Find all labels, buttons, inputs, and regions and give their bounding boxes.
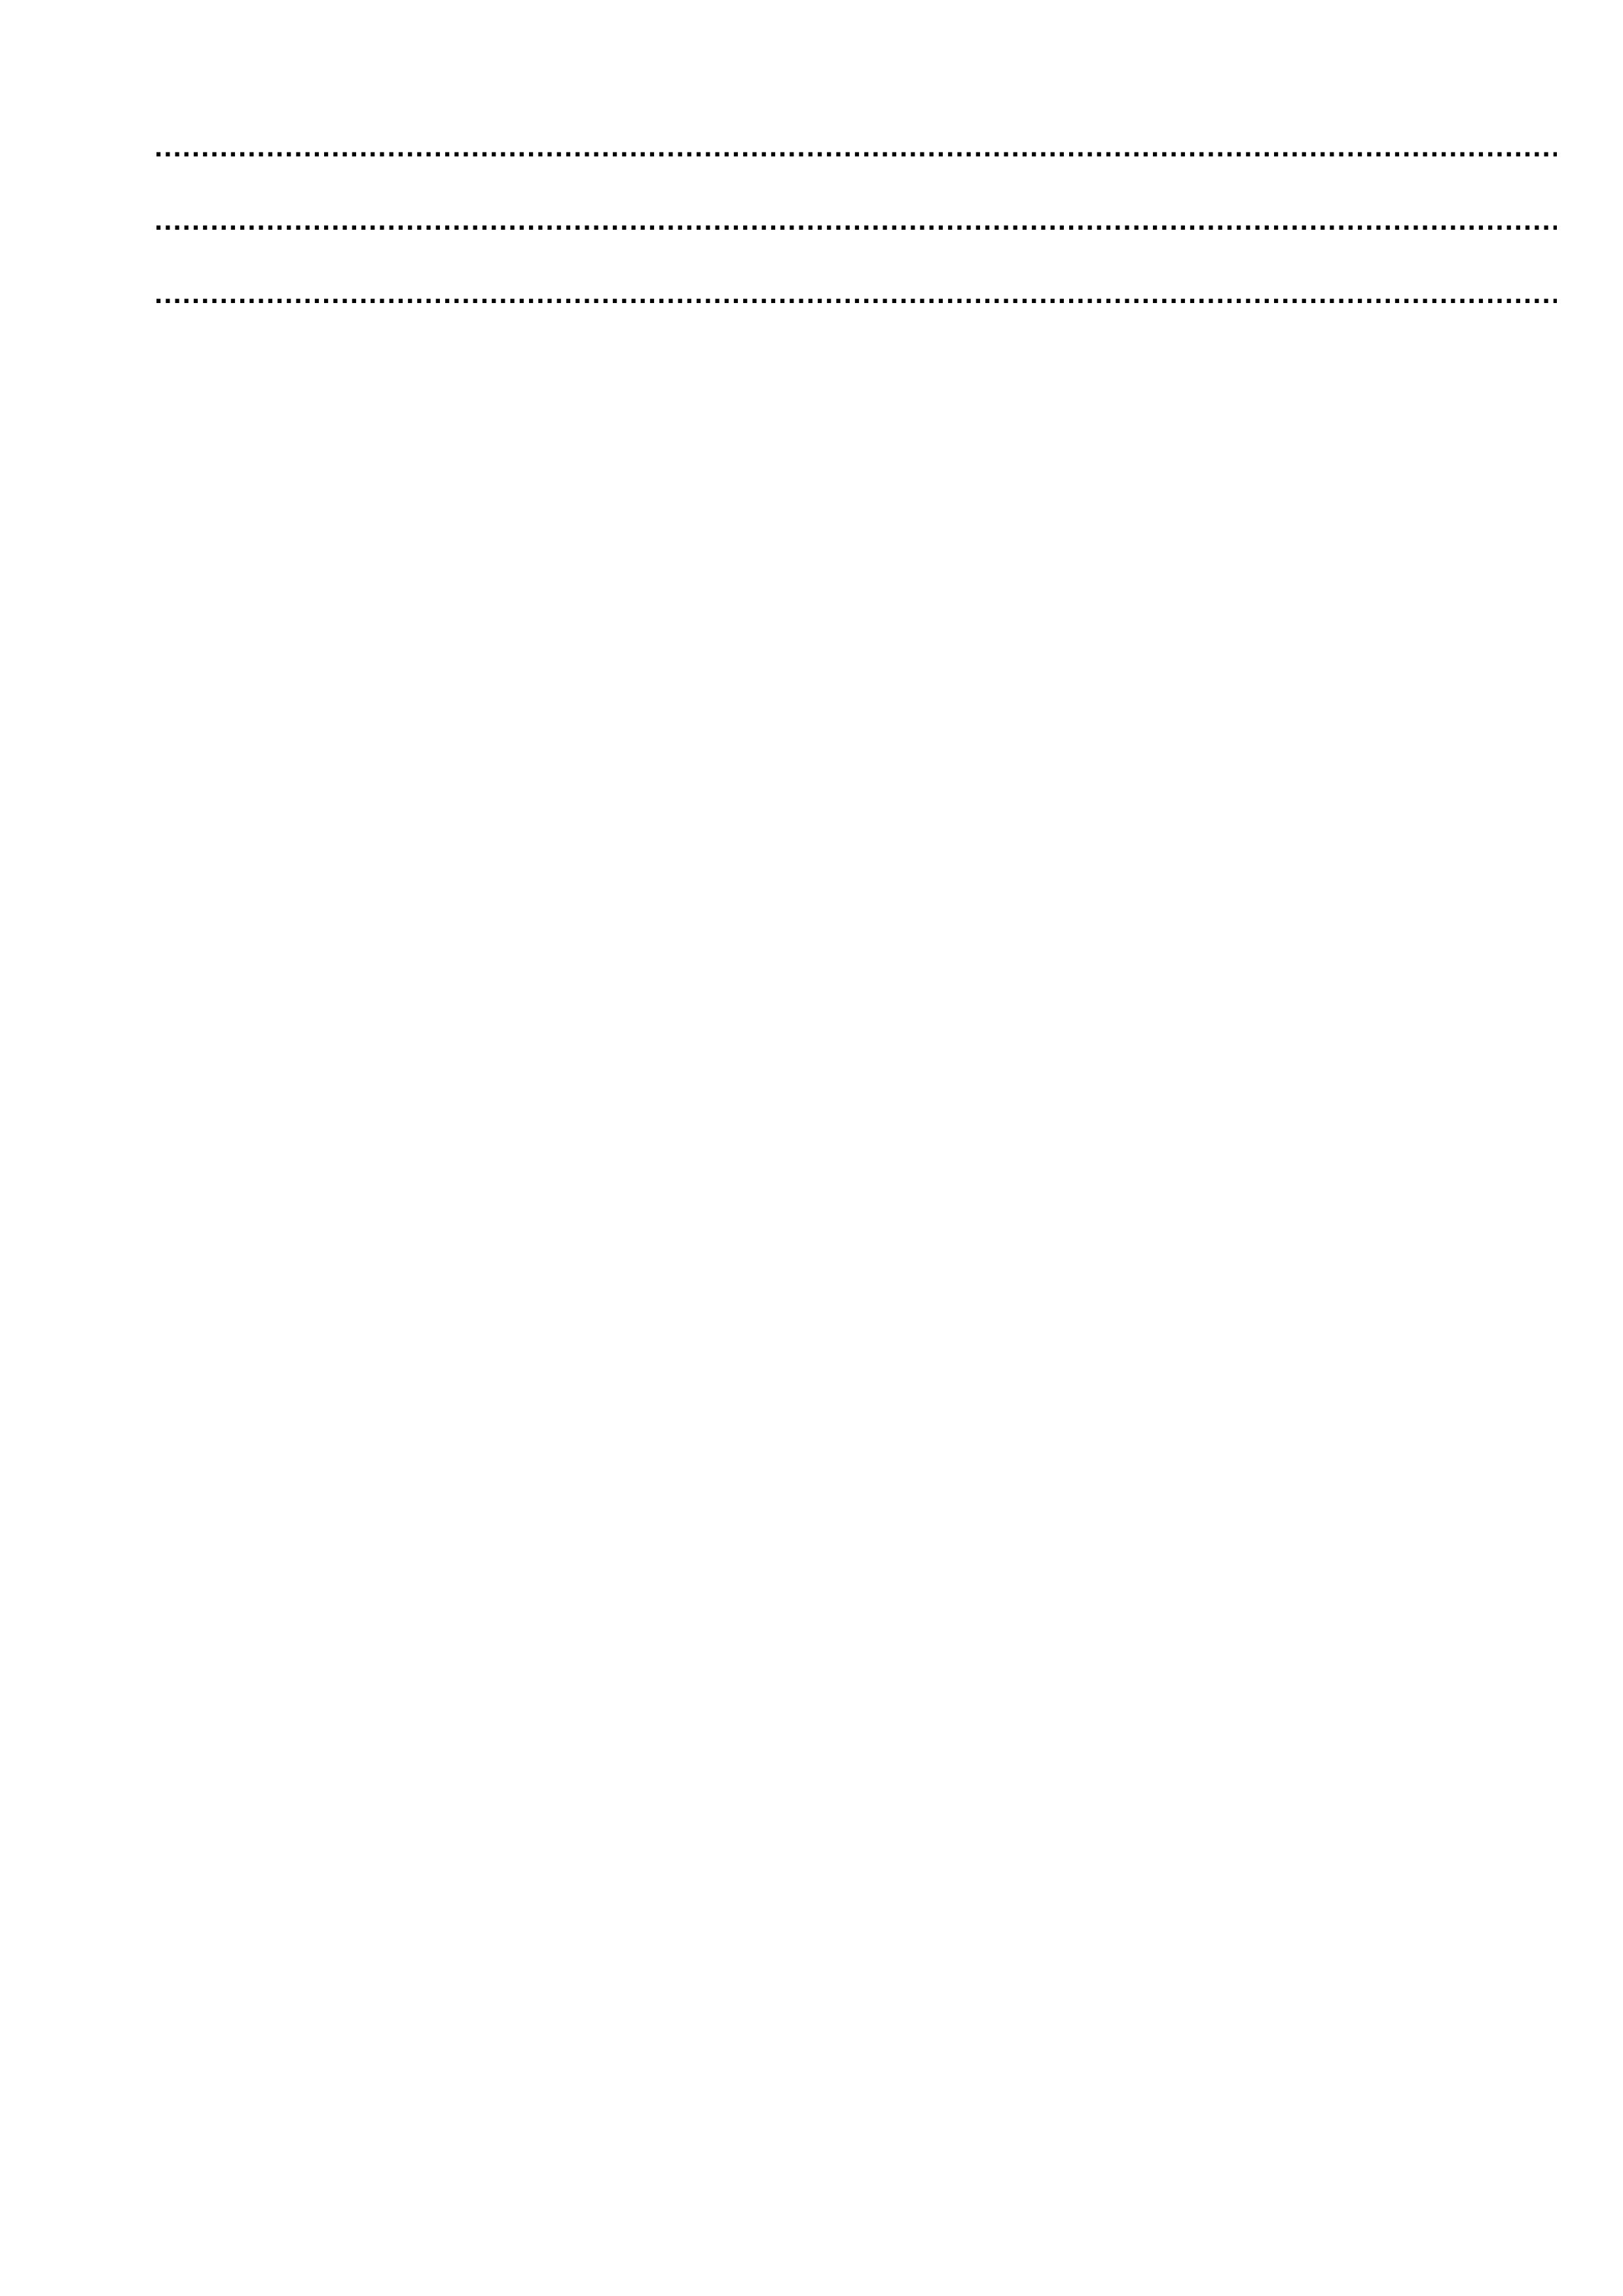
chapter-heading-line1[interactable] [152,88,1559,131]
table-of-contents [152,58,1559,321]
chapter-6-heading[interactable] [152,204,1559,247]
chapter-7-heading[interactable] [152,278,1559,321]
chapter-5-block [152,88,1559,174]
leader-dots [155,278,1557,310]
leader-dots [155,131,1557,164]
leader-dots [155,204,1557,237]
chapter-heading-line2[interactable] [152,131,1559,174]
